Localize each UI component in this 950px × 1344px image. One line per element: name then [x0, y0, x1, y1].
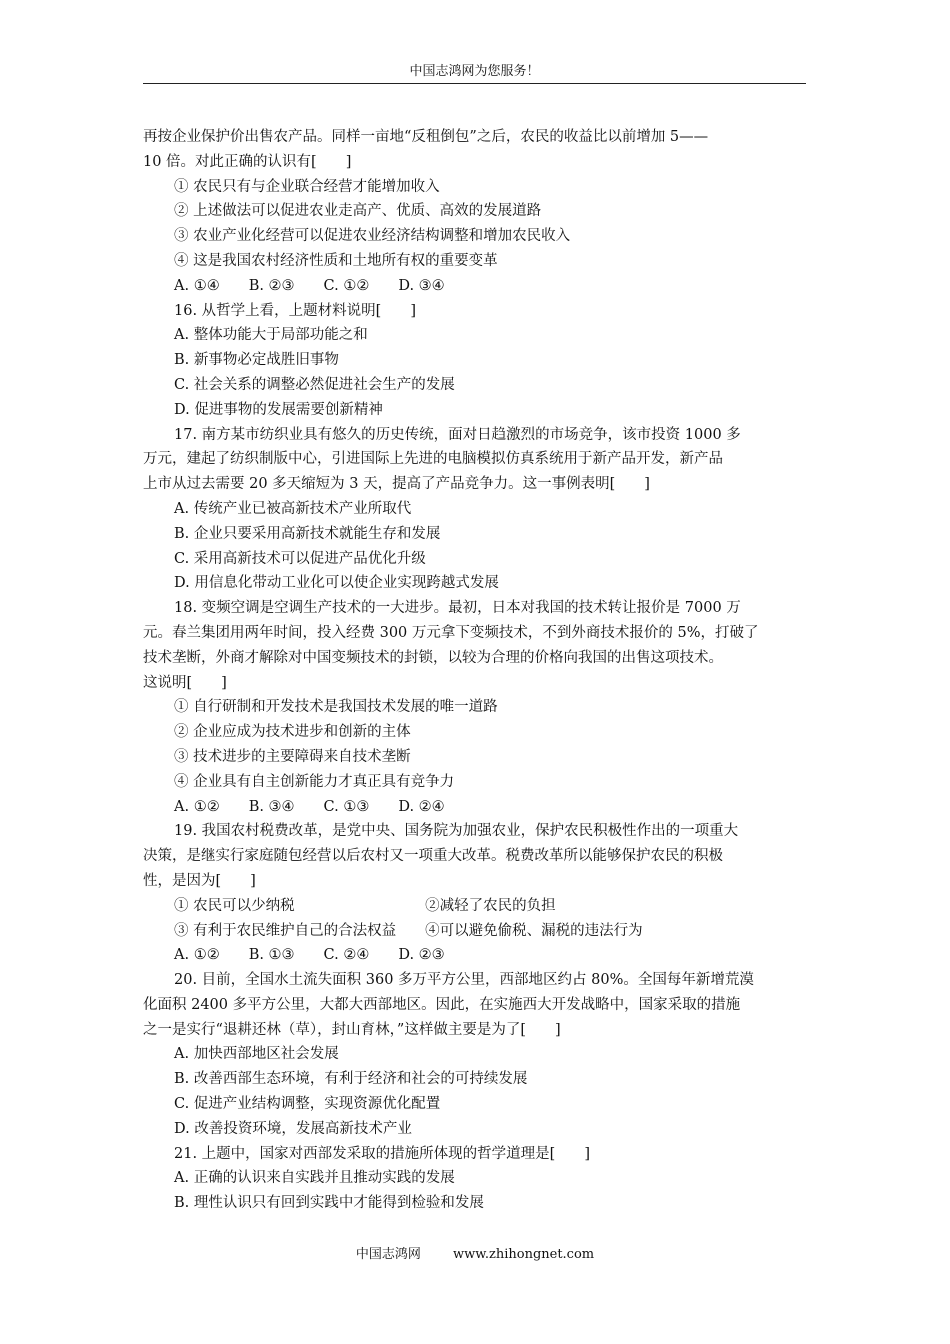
text-line: 20. 目前，全国水土流失面积 360 多万平方公里，西部地区约占 80%。全国每年新增荒漠 — [174, 972, 754, 989]
text-line: 万元，建起了纺织制版中心，引进国际上先进的电脑模拟仿真系统用于新产品开发，新产品 — [143, 451, 723, 468]
text-line: 上市从过去需要 20 多天缩短为 3 天，提高了产品竞争力。这一事例表明[ ] — [143, 476, 650, 493]
text-line: A. ①② B. ①③ C. ②④ D. ②③ — [174, 947, 445, 964]
text-line: ③ 有利于农民维护自己的合法权益 ④可以避免偷税、漏税的违法行为 — [174, 922, 643, 939]
text-line: 性，是因为[ ] — [143, 872, 256, 889]
text-line: ① 自行研制和开发技术是我国技术发展的唯一道路 — [174, 699, 498, 716]
footer-site-name: 中国志鸿网 — [355, 1247, 421, 1262]
text-line: ① 农民只有与企业联合经营才能增加收入 — [174, 178, 440, 195]
text-line: 19. 我国农村税费改革，是党中央、国务院为加强农业，保护农民积极性作出的一项重大 — [174, 823, 739, 840]
text-line: D. 促进事物的发展需要创新精神 — [174, 401, 383, 418]
text-line: D. 用信息化带动工业化可以使企业实现跨越式发展 — [174, 575, 499, 592]
text-line: B. 新事物必定战胜旧事物 — [174, 352, 339, 369]
document-body — [143, 125, 808, 1216]
text-line: 元。春兰集团用两年时间，投入经费 300 万元拿下变频技术，不到外商技术报价的 5%，打破了 — [143, 624, 759, 641]
text-line: 再按企业保护价出售农产品。同样一亩地“反租倒包”之后，农民的收益比以前增加 5—— — [143, 129, 709, 145]
text-line: 技术垄断，外商才解除对中国变频技术的封锁，以较为合理的价格向我国的出售这项技术。 — [143, 649, 723, 666]
text-line: ④ 这是我国农村经济性质和土地所有权的重要变革 — [174, 252, 498, 269]
text-line: A. ①④ B. ②③ C. ①② D. ③④ — [174, 277, 445, 294]
text-line: 17. 南方某市纺织业具有悠久的历史传统，面对日趋激烈的市场竞争，该市投资 1000 多 — [174, 426, 741, 443]
page-header: 中国志鸿网为您服务！ — [409, 64, 540, 79]
text-line: B. 改善西部生态环境，有利于经济和社会的可持续发展 — [174, 1071, 528, 1088]
text-line: C. 采用高新技术可以促进产品优化升级 — [174, 550, 426, 567]
text-line: ③ 技术进步的主要障碍来自技术垄断 — [174, 748, 411, 765]
page-footer — [0, 1246, 950, 1264]
text-line: B. 理性认识只有回到实践中才能得到检验和发展 — [174, 1195, 484, 1212]
text-line: 18. 变频空调是空调生产技术的一大进步。最初，日本对我国的技术转让报价是 7000 万 — [174, 600, 741, 617]
text-line: ① 农民可以少纳税 ②减轻了农民的负担 — [174, 897, 556, 914]
text-line: 10 倍。对此正确的认识有[ ] — [143, 153, 352, 170]
header-divider — [143, 83, 806, 84]
text-line: A. 整体功能大于局部功能之和 — [174, 327, 368, 344]
text-line: D. 改善投资环境，发展高新技术产业 — [174, 1120, 412, 1137]
text-line: C. 促进产业结构调整，实现资源优化配置 — [174, 1096, 441, 1113]
text-line: 21. 上题中，国家对西部发采取的措施所体现的哲学道理是[ ] — [174, 1145, 590, 1162]
text-line: ② 企业应成为技术进步和创新的主体 — [174, 724, 411, 741]
text-line: 化面积 2400 多平方公里，大都大西部地区。因此，在实施西大开发战略中，国家采取的措施 — [143, 996, 741, 1013]
text-line: ④ 企业具有自主创新能力才真正具有竞争力 — [174, 773, 455, 790]
text-line: A. ①② B. ③④ C. ①③ D. ②④ — [174, 798, 445, 815]
text-line: 这说明[ ] — [143, 674, 227, 691]
text-line: ② 上述做法可以促进农业走高产、优质、高效的发展道路 — [174, 203, 542, 220]
text-line: 16. 从哲学上看，上题材料说明[ ] — [174, 302, 416, 319]
text-line: B. 企业只要采用高新技术就能生存和发展 — [174, 525, 441, 542]
text-line: A. 加快西部地区社会发展 — [174, 1046, 339, 1063]
footer-url[interactable]: www.zhihongnet.com — [453, 1247, 595, 1262]
text-line: A. 传统产业已被高新技术产业所取代 — [174, 500, 412, 517]
text-line: 决策，是继实行家庭随包经营以后农村又一项重大改革。税费改革所以能够保护农民的积极 — [143, 848, 723, 865]
text-line: A. 正确的认识来自实践并且推动实践的发展 — [174, 1170, 455, 1187]
text-line: ③ 农业产业化经营可以促进农业经济结构调整和增加农民收入 — [174, 228, 571, 245]
text-line: 之一是实行“退耕还林（草），封山育林，”这样做主要是为了[ ] — [143, 1021, 561, 1038]
text-line: C. 社会关系的调整必然促进社会生产的发展 — [174, 376, 455, 393]
